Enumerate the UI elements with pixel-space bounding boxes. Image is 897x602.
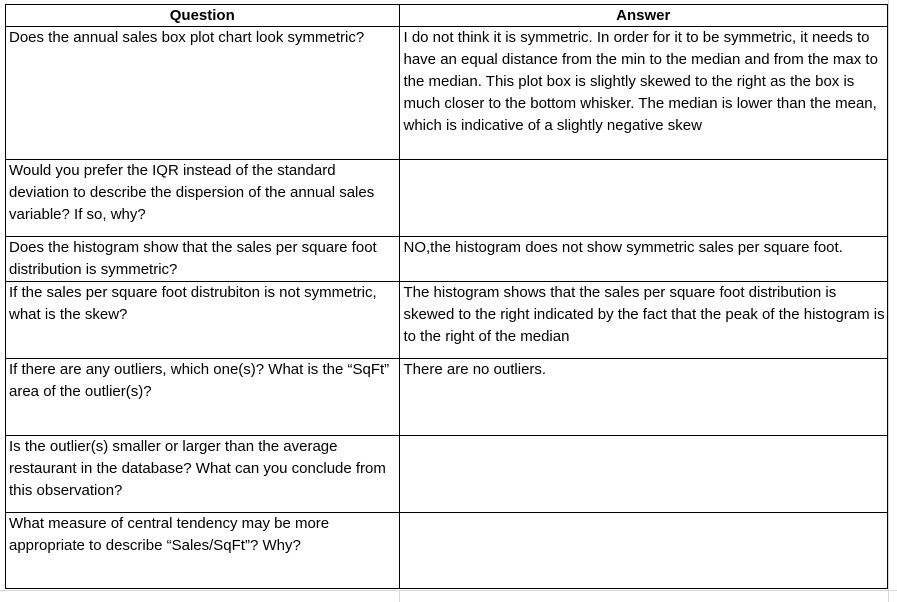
gridline-col-divider <box>399 591 400 602</box>
gridline-bottom <box>0 590 897 591</box>
answer-header[interactable]: Answer <box>399 5 887 27</box>
question-cell[interactable]: Does the histogram show that the sales per square foot distribution is symmetric? <box>6 237 399 282</box>
qa-table <box>6 5 887 588</box>
answer-cell[interactable]: I do not think it is symmetric. In order for it to be symmetric, it needs to have an equal distance from the min to the median and from the max to the median. This plot box is slightly skewed to the right as the box is much closer to the bottom whisker. The median is lower than the mean, which is indicative of a slightly negative skew <box>399 27 887 160</box>
table-row <box>6 160 887 237</box>
question-cell[interactable]: If the sales per square foot distrubiton is not symmetric, what is the skew? <box>6 282 399 359</box>
answer-cell[interactable]: NO,the histogram does not show symmetric sales per square foot. <box>399 237 887 282</box>
table-row <box>6 27 887 160</box>
question-cell[interactable]: Is the outlier(s) smaller or larger than the average restaurant in the database? What can you conclude from this observation? <box>6 436 399 513</box>
question-header[interactable]: Question <box>6 5 399 27</box>
answer-cell[interactable] <box>399 160 887 237</box>
answer-cell[interactable] <box>399 436 887 513</box>
answer-cell[interactable]: There are no outliers. <box>399 359 887 436</box>
gridline-right <box>888 0 889 602</box>
table-row <box>6 282 887 359</box>
table-row <box>6 359 887 436</box>
table-row <box>6 237 887 282</box>
qa-sheet <box>5 4 888 589</box>
question-cell[interactable]: Does the annual sales box plot chart look symmetric? <box>6 27 399 160</box>
question-cell[interactable]: Would you prefer the IQR instead of the standard deviation to describe the dispersion of the annual sales variable? If so, why? <box>6 160 399 237</box>
question-cell[interactable]: If there are any outliers, which one(s)? What is the “SqFt” area of the outlier(s)? <box>6 359 399 436</box>
header-row <box>6 5 887 27</box>
table-row <box>6 513 887 588</box>
answer-cell[interactable]: The histogram shows that the sales per square foot distribution is skewed to the right indicated by the fact that the peak of the histogram is to the right of the median <box>399 282 887 359</box>
table-row <box>6 436 887 513</box>
question-cell[interactable]: What measure of central tendency may be more appropriate to describe “Sales/SqFt”? Why? <box>6 513 399 588</box>
answer-cell[interactable] <box>399 513 887 588</box>
